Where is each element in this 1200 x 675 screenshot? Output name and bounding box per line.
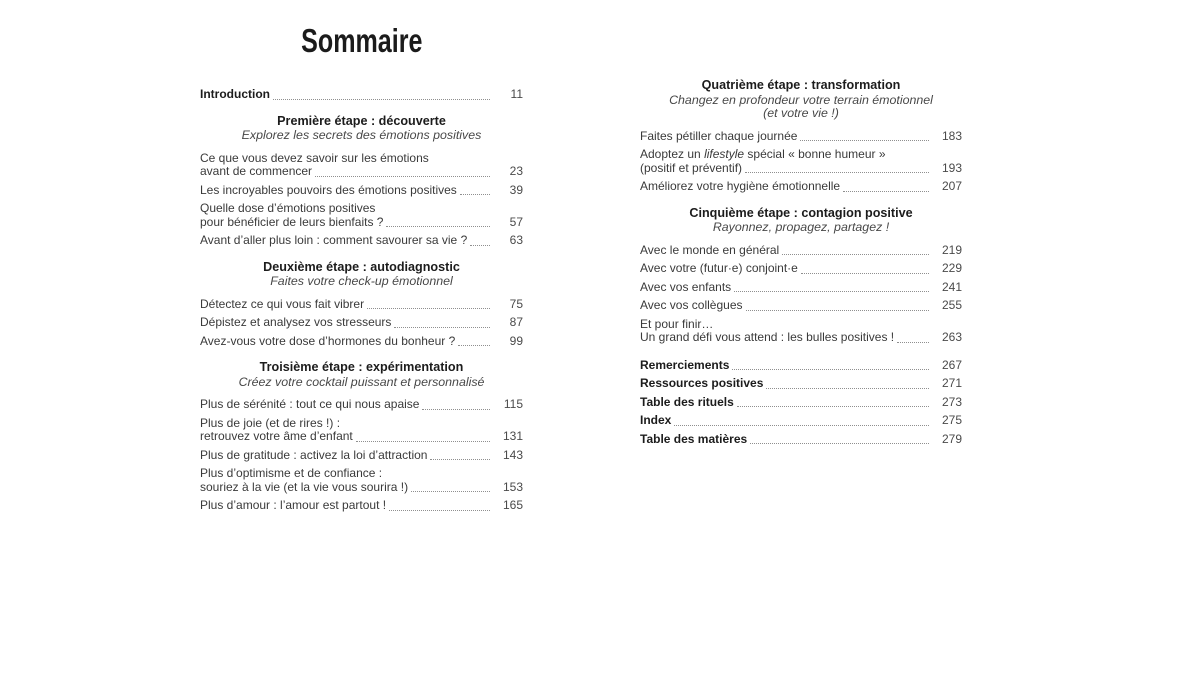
toc-entry bbox=[640, 396, 962, 410]
toc-entry-title: Dépistez et analysez vos stresseurs bbox=[200, 315, 392, 329]
toc-entry bbox=[640, 359, 962, 373]
page-number: 131 bbox=[502, 429, 523, 443]
section-subtitle: (et votre vie !) bbox=[763, 106, 839, 120]
dot-leader bbox=[386, 226, 490, 227]
toc-entry-title: Ressources positives bbox=[640, 376, 764, 390]
toc-entry bbox=[640, 318, 962, 345]
toc-entry-title: Et pour finir… bbox=[640, 316, 714, 331]
toc-entry-title: Les incroyables pouvoirs des émotions positives bbox=[200, 182, 457, 197]
toc-entry-title: Table des matières bbox=[640, 431, 748, 446]
page-number: 143 bbox=[502, 447, 523, 462]
dot-leader bbox=[737, 406, 929, 407]
section-subtitle: Créez votre cocktail puissant et personnalisé bbox=[238, 374, 485, 389]
page-number: 241 bbox=[941, 279, 962, 294]
page-number: 165 bbox=[502, 498, 523, 512]
section-heading: Première étape : découverte bbox=[277, 113, 446, 128]
toc-entry bbox=[200, 467, 523, 494]
toc-entry bbox=[640, 244, 962, 258]
toc-entry-line bbox=[640, 414, 962, 428]
dot-leader bbox=[458, 345, 490, 346]
toc-entry-line bbox=[640, 162, 962, 176]
toc-entry-line bbox=[640, 377, 962, 391]
toc-entry-line bbox=[640, 148, 962, 162]
dot-leader bbox=[411, 491, 490, 492]
toc-entry-line bbox=[640, 180, 962, 194]
page-number: 255 bbox=[941, 298, 962, 312]
toc-entry-line bbox=[200, 417, 523, 431]
dot-leader bbox=[800, 140, 929, 141]
toc-entry-title: pour bénéficier de leurs bienfaits ? bbox=[200, 214, 384, 229]
toc-entry-title: Table des rituels bbox=[640, 394, 734, 409]
toc-entry bbox=[200, 298, 523, 312]
toc-entry-title: Quelle dose d’émotions positives bbox=[200, 201, 376, 215]
toc-entry bbox=[640, 262, 962, 276]
toc-entry-title: Avec vos collègues bbox=[640, 298, 743, 312]
toc-entry-line bbox=[200, 335, 523, 349]
toc-entry-line bbox=[200, 234, 523, 248]
dot-leader bbox=[897, 342, 929, 343]
toc-entry bbox=[640, 433, 962, 447]
toc-entry-title: Index bbox=[640, 413, 672, 427]
toc-entry-line bbox=[640, 396, 962, 410]
toc-entry-line bbox=[640, 433, 962, 447]
toc-entry bbox=[640, 377, 962, 391]
page-number: 263 bbox=[941, 330, 962, 344]
dot-leader bbox=[356, 441, 490, 442]
page-number: 279 bbox=[941, 431, 962, 446]
toc-entry-line bbox=[640, 359, 962, 373]
toc-entry bbox=[200, 417, 523, 444]
page-number: 57 bbox=[509, 214, 523, 229]
toc-entry-title: Améliorez votre hygiène émotionnelle bbox=[640, 179, 841, 193]
toc-entry-line bbox=[200, 88, 523, 102]
section-subtitle: Rayonnez, propagez, partagez ! bbox=[712, 220, 890, 234]
section-heading: Deuxième étape : autodiagnostic bbox=[263, 259, 460, 274]
toc-entry-title: Plus de joie (et de rires !) : bbox=[200, 415, 341, 430]
toc-entry bbox=[200, 234, 523, 248]
dot-leader bbox=[430, 459, 490, 460]
toc-entry bbox=[640, 180, 962, 194]
page-number: 271 bbox=[941, 376, 962, 390]
toc-entry bbox=[200, 335, 523, 349]
toc-entry-line bbox=[640, 281, 962, 295]
section-subtitle: Explorez les secrets des émotions positives bbox=[241, 128, 482, 142]
dot-leader bbox=[746, 310, 929, 311]
toc-column-left bbox=[200, 88, 523, 518]
dot-leader bbox=[750, 443, 929, 444]
dot-leader bbox=[801, 273, 929, 274]
toc-entry-title: Ce que vous devez savoir sur les émotions bbox=[200, 150, 429, 165]
toc-entry-line bbox=[200, 398, 523, 412]
toc-entry-title: souriez à la vie (et la vie vous sourira !) bbox=[200, 479, 409, 494]
toc-entry-line bbox=[640, 318, 962, 332]
page-number: 183 bbox=[941, 128, 962, 143]
dot-leader bbox=[734, 291, 929, 292]
toc-entry-line bbox=[200, 165, 523, 179]
dot-leader bbox=[460, 194, 490, 195]
toc-entry-line bbox=[640, 331, 962, 345]
toc-entry-title: Un grand défi vous attend : les bulles positives ! bbox=[640, 330, 895, 344]
toc-entry-title: Plus de sérénité : tout ce qui nous apaise bbox=[200, 397, 420, 411]
dot-leader bbox=[843, 191, 929, 192]
dot-leader bbox=[394, 327, 490, 328]
toc-entry bbox=[200, 184, 523, 198]
toc-entry-title: Plus d’amour : l’amour est partout ! bbox=[200, 498, 387, 512]
toc-entry-line bbox=[200, 481, 523, 495]
toc-entry-line bbox=[640, 262, 962, 276]
page-number: 273 bbox=[941, 394, 962, 409]
toc-entry-line bbox=[200, 499, 523, 513]
toc-entry bbox=[200, 449, 523, 463]
toc-entry-title: Plus d’optimisme et de confiance : bbox=[200, 466, 383, 480]
toc-entry-title: Introduction bbox=[200, 87, 270, 101]
page-number: 63 bbox=[509, 233, 523, 247]
toc-entry-title: (positif et préventif) bbox=[640, 160, 743, 175]
section-heading: Troisième étape : expérimentation bbox=[259, 360, 464, 374]
toc-entry-line bbox=[640, 244, 962, 258]
toc-entry bbox=[200, 499, 523, 513]
dot-leader bbox=[273, 99, 490, 100]
page-number: 275 bbox=[941, 413, 962, 427]
toc-entry-line bbox=[200, 298, 523, 312]
page-number: 23 bbox=[509, 164, 523, 178]
toc-entry-title: Avec vos enfants bbox=[640, 279, 732, 294]
toc-entry-line bbox=[200, 449, 523, 463]
page-title: Sommaire bbox=[300, 22, 423, 59]
page-number: 219 bbox=[941, 242, 962, 257]
page-title-wrap bbox=[200, 22, 523, 60]
toc-entry-line bbox=[200, 152, 523, 166]
toc-entry-line bbox=[640, 130, 962, 144]
toc-entry bbox=[200, 202, 523, 229]
dot-leader bbox=[422, 409, 490, 410]
toc-entry-title: Avez-vous votre dose d’hormones du bonheur ? bbox=[200, 333, 456, 348]
dot-leader bbox=[470, 245, 490, 246]
toc-entry-line bbox=[200, 216, 523, 230]
page-number: 87 bbox=[509, 315, 523, 329]
toc-entry-title: Plus de gratitude : activez la loi d’attraction bbox=[200, 447, 428, 462]
toc-entry-line bbox=[640, 299, 962, 313]
page-number: 99 bbox=[509, 333, 523, 348]
page-number: 11 bbox=[510, 87, 523, 101]
page-number: 207 bbox=[941, 179, 962, 193]
toc-entry bbox=[640, 148, 962, 175]
dot-leader bbox=[782, 254, 929, 255]
section-subtitle: Faites votre check-up émotionnel bbox=[270, 274, 453, 288]
toc-entry-title: Adoptez un lifestyle spécial « bonne humeur » bbox=[640, 147, 886, 161]
toc-entry-line bbox=[200, 202, 523, 216]
toc-entry-line bbox=[200, 430, 523, 444]
dot-leader bbox=[674, 425, 929, 426]
dot-leader bbox=[766, 388, 929, 389]
dot-leader bbox=[389, 510, 490, 511]
toc-entry bbox=[200, 398, 523, 412]
dot-leader bbox=[315, 176, 490, 177]
toc-entry bbox=[200, 316, 523, 330]
page-number: 75 bbox=[509, 296, 523, 311]
toc-entry-title: Avec le monde en général bbox=[640, 242, 780, 257]
toc-entry bbox=[640, 299, 962, 313]
toc-entry-title: Remerciements bbox=[640, 357, 730, 372]
dot-leader bbox=[367, 308, 490, 309]
dot-leader bbox=[745, 172, 929, 173]
dot-leader bbox=[732, 369, 929, 370]
page-number: 229 bbox=[941, 261, 962, 275]
toc-entry bbox=[640, 130, 962, 144]
page-number: 267 bbox=[941, 357, 962, 372]
toc-column-right bbox=[640, 79, 962, 451]
toc-entry-line bbox=[200, 316, 523, 330]
page-number: 39 bbox=[509, 182, 523, 197]
toc-entry-title: Détectez ce qui vous fait vibrer bbox=[200, 296, 365, 311]
toc-entry bbox=[200, 88, 523, 102]
toc-entry bbox=[200, 152, 523, 179]
page-number: 115 bbox=[503, 397, 523, 411]
section-heading: Cinquième étape : contagion positive bbox=[689, 205, 913, 220]
section-subtitle: Changez en profondeur votre terrain émotionnel bbox=[669, 92, 933, 107]
toc-entry-title: retrouvez votre âme d’enfant bbox=[200, 429, 353, 443]
toc-entry-title: avant de commencer bbox=[200, 164, 313, 178]
page-number: 153 bbox=[502, 479, 523, 494]
toc-entry bbox=[640, 414, 962, 428]
section-heading: Quatrième étape : transformation bbox=[701, 78, 901, 92]
page-number: 193 bbox=[941, 160, 962, 175]
toc-entry-title: Avant d’aller plus loin : comment savourer sa vie ? bbox=[200, 233, 468, 247]
toc-entry bbox=[640, 281, 962, 295]
toc-entry-line bbox=[200, 467, 523, 481]
toc-entry-line bbox=[200, 184, 523, 198]
toc-entry-title: Faites pétiller chaque journée bbox=[640, 128, 798, 143]
toc-entry-title: Avec votre (futur·e) conjoint·e bbox=[640, 261, 798, 275]
